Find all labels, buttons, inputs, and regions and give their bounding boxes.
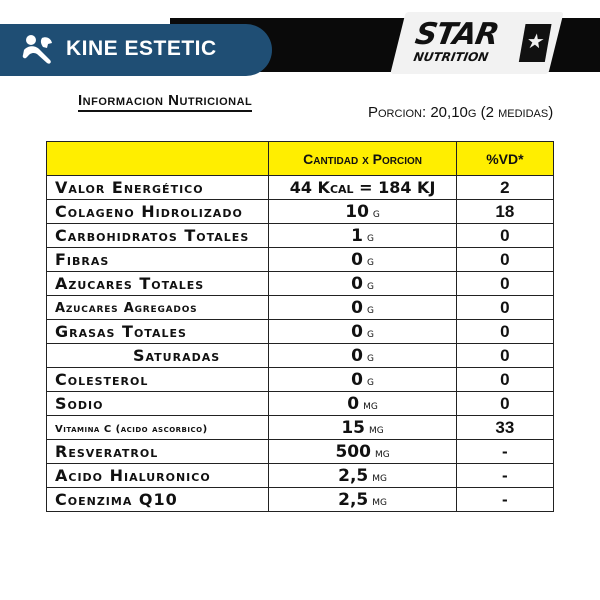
row-qty: 500 [335, 441, 371, 462]
row-qty: 1 [351, 225, 363, 246]
wrench-person-icon [20, 32, 56, 68]
table-row [47, 392, 554, 416]
row-qty: 0 [351, 369, 363, 390]
brand-label: KINE ESTETIC [66, 37, 217, 60]
row-unit: mg [372, 469, 387, 485]
row-vd: - [456, 440, 553, 464]
row-vd: - [456, 488, 553, 512]
row-qty: 0 [351, 345, 363, 366]
row-label: Coenzima Q10 [55, 489, 178, 509]
table-row [47, 320, 554, 344]
row-qty: 0 [351, 249, 363, 270]
table-row-energy [47, 176, 554, 200]
row-label: Grasas Totales [55, 321, 187, 341]
row-qty: 0 [351, 273, 363, 294]
row-qty: 0 [351, 321, 363, 342]
row-label: Colesterol [55, 369, 149, 389]
row-unit: mg [363, 397, 378, 413]
table-row [47, 296, 554, 320]
row-unit: g [366, 349, 374, 365]
table-row [47, 440, 554, 464]
table-row [47, 272, 554, 296]
table-row [47, 344, 554, 368]
row-unit: g [372, 205, 380, 221]
row-label: Azucares Agregados [55, 300, 198, 316]
row-vd: 2 [456, 176, 553, 200]
table-row [47, 224, 554, 248]
row-label: Azucares Totales [55, 273, 205, 293]
header [0, 0, 600, 100]
star-icon: ★ [524, 31, 547, 53]
row-vd: 0 [456, 368, 553, 392]
row-unit: mg [374, 445, 390, 461]
row-vd: 0 [456, 344, 553, 368]
row-qty: 10 [345, 201, 369, 222]
row-label: Acido Hialuronico [55, 465, 211, 485]
table-row [47, 464, 554, 488]
page-title: Informacion Nutricional [78, 92, 252, 112]
row-unit: g [366, 229, 374, 245]
row-label: Valor Energético [55, 177, 204, 197]
row-vd: 0 [456, 296, 553, 320]
header-blank-cell [47, 142, 269, 176]
nutrition-table [46, 141, 554, 512]
star-nutrition-logo [406, 17, 554, 68]
row-unit: g [366, 253, 374, 269]
row-label: Colageno Hidrolizado [55, 201, 243, 221]
row-vd: 0 [456, 248, 553, 272]
table-header-row [47, 142, 554, 176]
row-qty: 44 Kcal = 184 KJ [289, 177, 436, 197]
table-row [47, 248, 554, 272]
header-qty: Cantidad x Porcion [269, 142, 456, 176]
row-label: Carbohidratos Totales [55, 225, 250, 245]
table-row [47, 368, 554, 392]
row-qty: 2,5 [338, 465, 369, 486]
row-qty: 0 [347, 393, 360, 414]
row-vd: 0 [456, 392, 553, 416]
logo-star-badge [519, 24, 552, 62]
row-qty: 15 [341, 417, 366, 438]
row-label: Resveratrol [55, 441, 159, 461]
row-unit: g [366, 301, 374, 317]
row-vd: - [456, 464, 553, 488]
row-vd: 0 [456, 224, 553, 248]
row-vd: 33 [456, 416, 553, 440]
table-row [47, 416, 554, 440]
header-vd: %VD* [456, 142, 553, 176]
row-label: Vitamina C (acido ascorbico) [55, 423, 208, 435]
logo-sub: NUTRITION [412, 50, 490, 64]
row-label: Sodio [55, 393, 104, 413]
logo-word: STAR [412, 17, 501, 52]
table-row [47, 200, 554, 224]
brand-pill [0, 24, 272, 76]
row-label: Saturadas [133, 345, 221, 365]
row-label: Fibras [55, 249, 110, 269]
row-unit: g [366, 373, 374, 389]
table-row [47, 488, 554, 512]
row-unit: mg [369, 421, 384, 437]
row-unit: g [366, 325, 374, 341]
row-vd: 0 [456, 320, 553, 344]
serving-size: Porcion: 20,10g (2 medidas) [368, 104, 554, 121]
row-qty: 0 [351, 297, 363, 318]
row-unit: g [366, 277, 374, 293]
row-vd: 0 [456, 272, 553, 296]
row-qty: 2,5 [338, 489, 369, 510]
row-vd: 18 [456, 200, 553, 224]
row-unit: mg [372, 493, 387, 509]
